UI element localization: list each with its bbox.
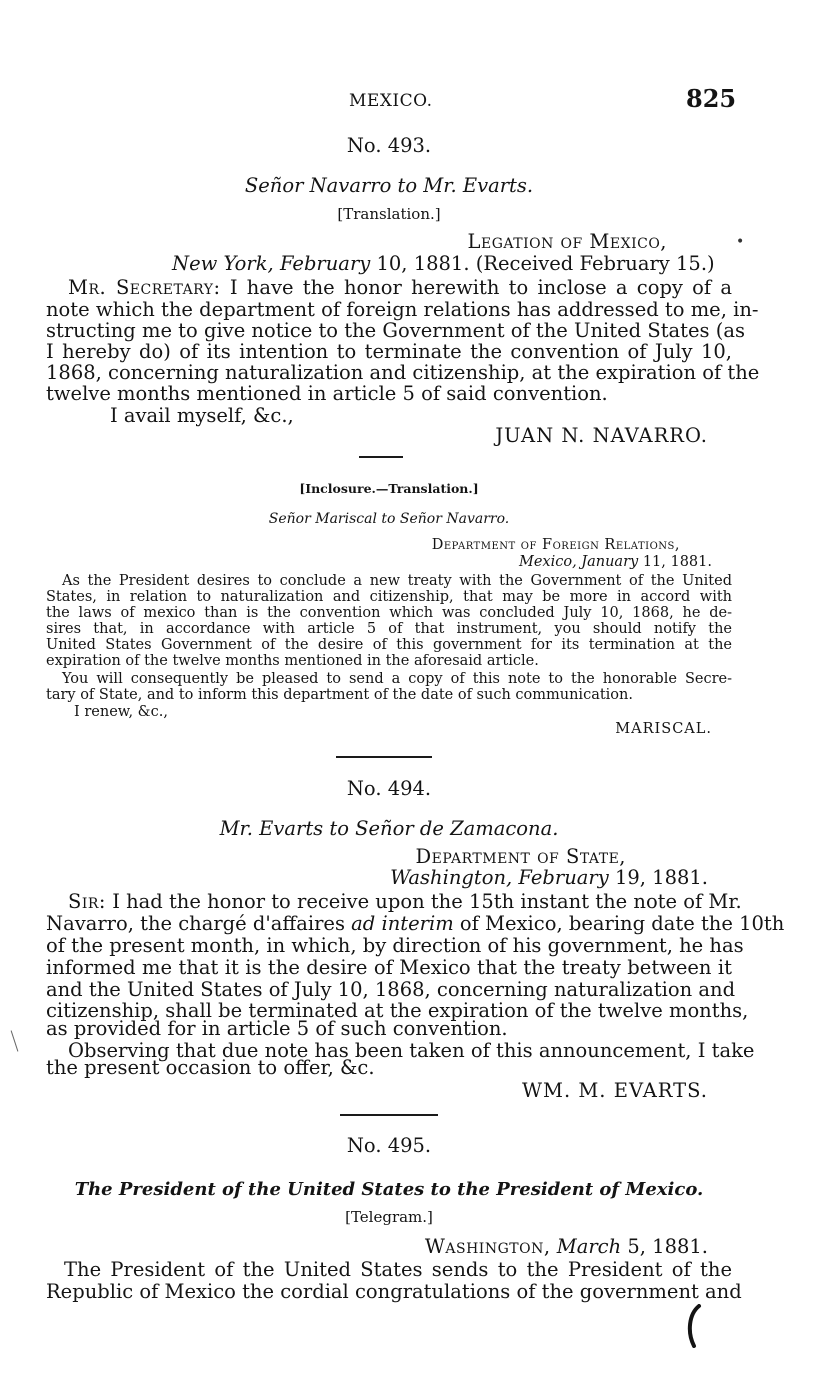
enclosure-line-4: sires that, in accordance with article 5 of that instrument, you should notify the <box>46 621 732 637</box>
doc-494-body-line-6: citizenship, shall be terminated at the expiration of the twelve months, <box>46 999 749 1022</box>
doc-493-date-rest: 10, 1881. (Received February 15.) <box>376 252 715 275</box>
doc-493-date <box>172 253 715 275</box>
doc-494-para2-line-1: Observing that due note has been taken of this announcement, I take <box>68 1039 755 1062</box>
doc-493-body-line-5: 1868, concerning naturalization and citizenship, at the expiration of the <box>46 361 760 384</box>
doc-493-title: Señor Navarro to Mr. Evarts. <box>244 174 534 197</box>
enclosure-closing: I renew, &c., <box>74 704 168 720</box>
doc-494-line-text: of Mexico, bearing date the 10th <box>459 912 785 935</box>
divider-rule <box>359 456 403 458</box>
enclosure-line-8: tary of State, and to inform this department of the date of such communication. <box>46 687 633 703</box>
doc-494-signature: WM. M. EVARTS. <box>521 1079 708 1102</box>
doc-494-date-italic: Washington, February <box>390 866 609 889</box>
page-number: 825 <box>686 84 737 113</box>
divider-rule <box>340 1114 438 1116</box>
doc-495-date-rest: 5, 1881. <box>627 1235 708 1258</box>
margin-ink-stroke <box>11 1030 19 1051</box>
doc-495-number: No. 495. <box>346 1134 432 1157</box>
doc-494-body-line-2 <box>46 912 785 935</box>
doc-495-place: Washington, <box>424 1235 551 1258</box>
bracket-ink-mark <box>684 1304 704 1348</box>
doc-493-closing: I avail myself, &c., <box>110 404 294 427</box>
doc-493-date-italic: New York, February <box>172 252 371 275</box>
doc-495-date-italic: March <box>556 1235 622 1258</box>
doc-495-telegram-note: [Telegram.] <box>345 1208 433 1226</box>
doc-495-body-line-1: The President of the United States sends to the President of the <box>64 1258 732 1281</box>
enclosure-signature: MARISCAL. <box>615 721 712 737</box>
doc-493-signature: JUAN N. NAVARRO. <box>495 424 708 447</box>
doc-493-body-line-4: I hereby do) of its intention to terminate the convention of July 10, <box>46 340 732 363</box>
doc-494-date <box>390 867 708 889</box>
enclosure-title: Señor Mariscal to Señor Navarro. <box>268 511 510 527</box>
doc-494-body-line-1 <box>68 890 742 913</box>
running-title: MEXICO. <box>349 91 433 111</box>
doc-493-translation-note: [Translation.] <box>337 205 441 223</box>
doc-494-italic-phrase: ad interim <box>351 912 454 935</box>
doc-494-para2-line-2: the present occasion to offer, &c. <box>46 1056 375 1079</box>
doc-494-number: No. 494. <box>346 777 432 800</box>
doc-493-place: Legation of Mexico, <box>467 230 667 253</box>
enclosure-line-1: As the President desires to conclude a new treaty with the Government of the United <box>62 573 732 589</box>
enclosure-line-3: the laws of mexico than is the convention which was concluded July 10, 1868, he de- <box>46 605 732 621</box>
doc-495-title: The President of the United States to the President of Mexico. <box>74 1179 704 1200</box>
enclosure-line-2: States, in relation to naturalization and citizenship, that may be more in accord with <box>46 589 732 605</box>
doc-494-place: Department of State, <box>415 845 626 868</box>
enclosure-date-italic: Mexico, January <box>518 554 639 570</box>
doc-494-body-line-7: as provided for in article 5 of such convention. <box>46 1017 508 1040</box>
doc-493-body-line-2: note which the department of foreign relations has addressed to me, in- <box>46 298 759 321</box>
doc-493-body-line-1 <box>68 277 732 299</box>
doc-494-salutation: Sir: <box>68 890 106 913</box>
enclosure-line-6: expiration of the twelve months mentioned in the aforesaid article. <box>46 653 539 669</box>
doc-493-line-text: I have the honor herewith to inclose a copy of a <box>229 276 733 299</box>
doc-495-place-date <box>425 1236 708 1258</box>
document-page <box>46 0 785 1380</box>
doc-494-body-line-5: and the United States of July 10, 1868, concerning naturalization and <box>46 978 736 1001</box>
enclosure-line-5: United States Government of the desire of this government for its termination at the <box>46 637 732 653</box>
doc-494-line-text: Navarro, the chargé d'affaires <box>46 912 345 935</box>
enclosure-date-rest: 11, 1881. <box>642 554 712 570</box>
divider-rule <box>336 756 432 758</box>
enclosure-place: Department of Foreign Relations, <box>431 537 680 553</box>
enclosure-date <box>519 554 712 570</box>
doc-494-body-line-4: informed me that it is the desire of Mexico that the treaty between it <box>46 956 732 979</box>
doc-494-title: Mr. Evarts to Señor de Zamacona. <box>219 817 559 840</box>
doc-493-body-line-3: structing me to give notice to the Government of the United States (as <box>46 319 745 342</box>
doc-494-date-rest: 19, 1881. <box>614 866 708 889</box>
enclosure-heading: [Inclosure.—Translation.] <box>299 481 479 496</box>
doc-493-salutation: Mr. Secretary: <box>68 276 221 299</box>
doc-493-number: No. 493. <box>346 134 432 157</box>
doc-495-body-line-2: Republic of Mexico the cordial congratulations of the government and <box>46 1280 742 1303</box>
doc-494-line-text: I had the honor to receive upon the 15th instant the note of Mr. <box>112 890 742 913</box>
doc-494-body-line-3: of the present month, in which, by direction of his government, he has <box>46 934 744 957</box>
doc-493-body-line-6: twelve months mentioned in article 5 of said convention. <box>46 382 608 405</box>
stray-ink-mark: • <box>736 234 745 250</box>
enclosure-line-7: You will consequently be pleased to send a copy of this note to the honorable Secre- <box>62 671 732 687</box>
